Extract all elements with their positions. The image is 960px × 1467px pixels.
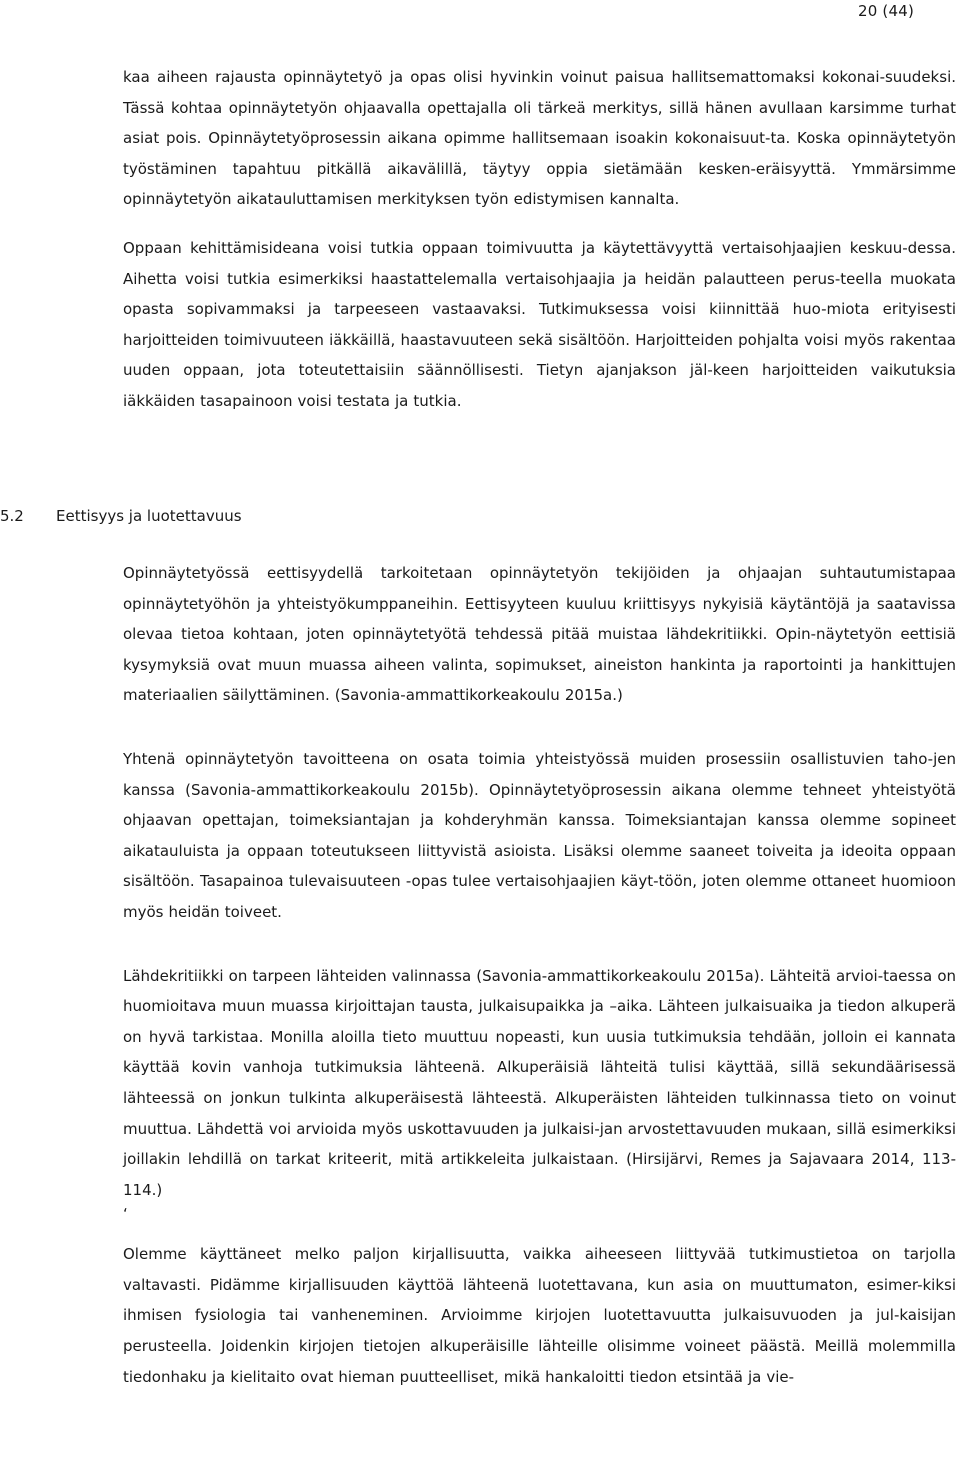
section-title: Eettisyys ja luotettavuus: [56, 507, 242, 525]
section2-body: [123, 558, 956, 1392]
paragraph: Lähdekritiikki on tarpeen lähteiden valinnassa (Savonia-ammattikorkeakoulu 2015a). Lähteitä arvioi-taessa on huomioitava muun muassa kirjoittajan tausta, julkaisupaikka ja –aika. Lähteen julkaisuaika ja tiedon alkuperä on hyvä tarkistaa. Monilla aloilla tieto muuttuu nopeasti, kun uusia tutkimuksia tehdään, jolloin ei kannata käyttää kovin vanhoja tutkimuksia lähteenä. Alkuperäisiä lähteitä tulisi käyttää, sillä sekundäärisessä lähteessä on jonkun tulkinta alkuperäisestä lähteestä. Alkuperäisten lähteiden tulkinnassa tieto on voinut muuttua. Lähdettä voi arvioida myös uskottavuuden ja julkaisi-jan arvostettavuuden mukaan, sillä esimerkiksi joillakin lehdillä on tarkat kriteerit, mitä artikkeleita julkaistaan. (Hirsijärvi, Remes ja Sajavaara 2014, 113-114.): [123, 966, 956, 1199]
page-number: 20 (44): [857, 2, 914, 20]
section1-body: [123, 62, 956, 417]
paragraph: Oppaan kehittämisideana voisi tutkia oppaan toimivuutta ja käytettävyyttä vertaisohjaajien keskuu-dessa. Aihetta voisi tutkia esimerkiksi haastattelemalla vertaisohjaajia ja heidän palautteen perus-teella muokata opasta sopivammaksi ja tarpeeseen vastaavaksi. Tutkimuksessa voisi kiinnittää huo-miota erityisesti harjoitteiden toimivuuteen iäkkäillä, haastavuuteen sekä sisältöön. Harjoitteiden pohjalta voisi myös rakentaa uuden oppaan, jota toteutettaisiin säännöllisesti. Tietyn ajanjakson jäl-keen harjoitteiden vaikutuksia iäkkäiden tasapainoon voisi testata ja tutkia.: [123, 238, 956, 410]
paragraph: Yhtenä opinnäytetyön tavoitteena on osata toimia yhteistyössä muiden prosessiin osallistuvien taho-jen kanssa (Savonia-ammattikorkeakoulu 2015b). Opinnäytetyöprosessin aikana olemme tehneet yhteistyötä ohjaavan opettajan, toimeksiantajan ja kohderyhmän kanssa. Toimeksiantajan kanssa olemme sopineet aikatauluista ja oppaan toteutukseen liittyvistä asioista. Lisäksi olemme saaneet toiveita ja ideoita oppaan sisältöön. Tasapainoa tulevaisuuteen -opas tulee vertaisohjaajien käyt-töön, joten olemme ottaneet huomioon myös heidän toiveet.: [123, 749, 956, 921]
paragraph: kaa aiheen rajausta opinnäytetyö ja opas olisi hyvinkin voinut paisua hallitsemattomaksi kokonai-suudeksi. Tässä kohtaa opinnäytetyön ohjaavalla opettajalla oli tärkeä merkitys, sillä hänen avullaan karsimme turhat asiat pois. Opinnäytetyöprosessin aikana opimme hallitsemaan isoakin kokonaisuut-ta. Koska opinnäytetyön työstäminen tapahtuu pitkällä aikavälillä, täytyy oppia sietämään kesken-eräisyyttä. Ymmärsimme opinnäytetyön aikatauluttamisen merkityksen työn edistymisen kannalta.: [123, 68, 956, 209]
paragraph: Olemme käyttäneet melko paljon kirjallisuutta, vaikka aiheeseen liittyvää tutkimustietoa on tarjolla valtavasti. Pidämme kirjallisuuden käyttöä lähteenä luotettavana, kun asia on muuttumaton, esimer-kiksi ihmisen fysiologia tai vanheneminen. Arvioimme kirjojen luotettavuutta julkaisuvuoden ja jul-kaisijan perusteella. Joidenkin kirjojen tietojen alkuperäisille lähteille olisimme voineet päästä. Meillä molemmilla tiedonhaku ja kielitaito ovat hieman puutteelliset, mikä hankaloitti tiedon etsintää ja vie-: [123, 1245, 956, 1386]
section-heading: [0, 504, 960, 528]
stray-mark: ‘: [123, 1205, 128, 1224]
paragraph: Opinnäytetyössä eettisyydellä tarkoitetaan opinnäytetyön tekijöiden ja ohjaajan suhtautumistapaa opinnäytetyöhön ja yhteistyökumppaneihin. Eettisyyteen kuuluu kriittisyys nykyisiä käytäntöjä ja saatavissa olevaa tietoa kohtaan, joten opinnäytetyötä tehdessä pitää muistaa lähdekritiikki. Opin-näytetyön eettisiä kysymyksiä ovat muun muassa aiheen valinta, sopimukset, aineiston hankinta ja raportointi ja hankittujen materiaalien säilyttäminen. (Savonia-ammattikorkeakoulu 2015a.): [123, 564, 956, 705]
section-number: 5.2: [0, 507, 24, 525]
